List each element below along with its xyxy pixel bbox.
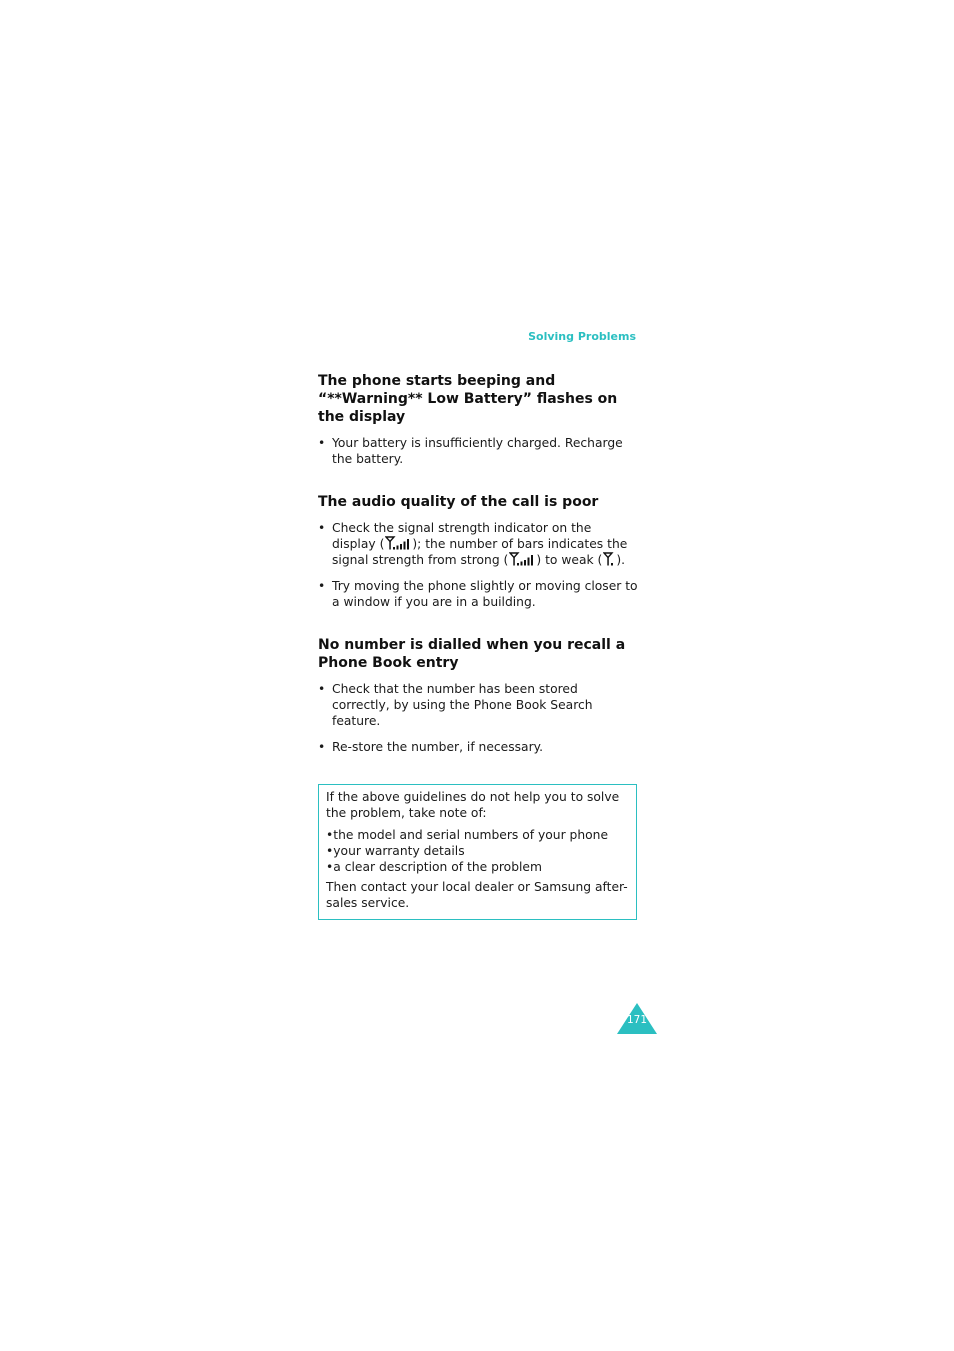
problem-heading: No number is dialled when you recall a Phone Book entry: [318, 637, 626, 671]
list-item: • the model and serial numbers of your phone: [326, 827, 628, 843]
note-list: [326, 827, 628, 875]
list-item-text: ) to weak (: [536, 553, 603, 567]
list-item: • Try moving the phone slightly or moving closer to a window if you are in a building.: [318, 578, 638, 610]
note-outro: Then contact your local dealer or Samsung after-sales service.: [326, 880, 628, 910]
note-intro: If the above guidelines do not help you to solve the problem, take note of:: [326, 790, 620, 820]
signal-strength-full-icon: [509, 552, 535, 566]
solution-list: [318, 520, 638, 610]
list-item: • Re-store the number, if necessary.: [318, 739, 638, 755]
signal-strength-weak-icon: [603, 552, 615, 566]
note-box: [318, 784, 637, 920]
list-item-text: Check the signal strength indicator on the display (: [332, 521, 592, 551]
solution-list: [318, 681, 638, 755]
list-item: • Your battery is insufficiently charged. Recharge the battery.: [318, 435, 638, 467]
list-item-text: ).: [616, 553, 626, 567]
page-content: [318, 372, 638, 781]
list-item: • a clear description of the problem: [326, 859, 628, 875]
solution-list: [318, 435, 638, 467]
list-item: [318, 520, 638, 568]
section-title: Solving Problems: [528, 330, 636, 343]
problem-audio-quality: [318, 493, 638, 610]
list-item-text: ); the number of bars indicates the signal strength from strong (: [332, 537, 628, 567]
signal-strength-full-icon: [385, 536, 411, 550]
list-item: • Check that the number has been stored correctly, by using the Phone Book Search feature.: [318, 681, 638, 729]
problem-no-number-dialled: [318, 636, 638, 755]
problem-low-battery: [318, 372, 638, 467]
problem-heading: The audio quality of the call is poor: [318, 494, 599, 510]
list-item: • your warranty details: [326, 843, 628, 859]
problem-heading: The phone starts beeping and “**Warning** Low Battery” flashes on the display: [318, 373, 618, 425]
page-number: 171: [626, 1014, 648, 1026]
page-number-badge: [617, 1003, 657, 1034]
